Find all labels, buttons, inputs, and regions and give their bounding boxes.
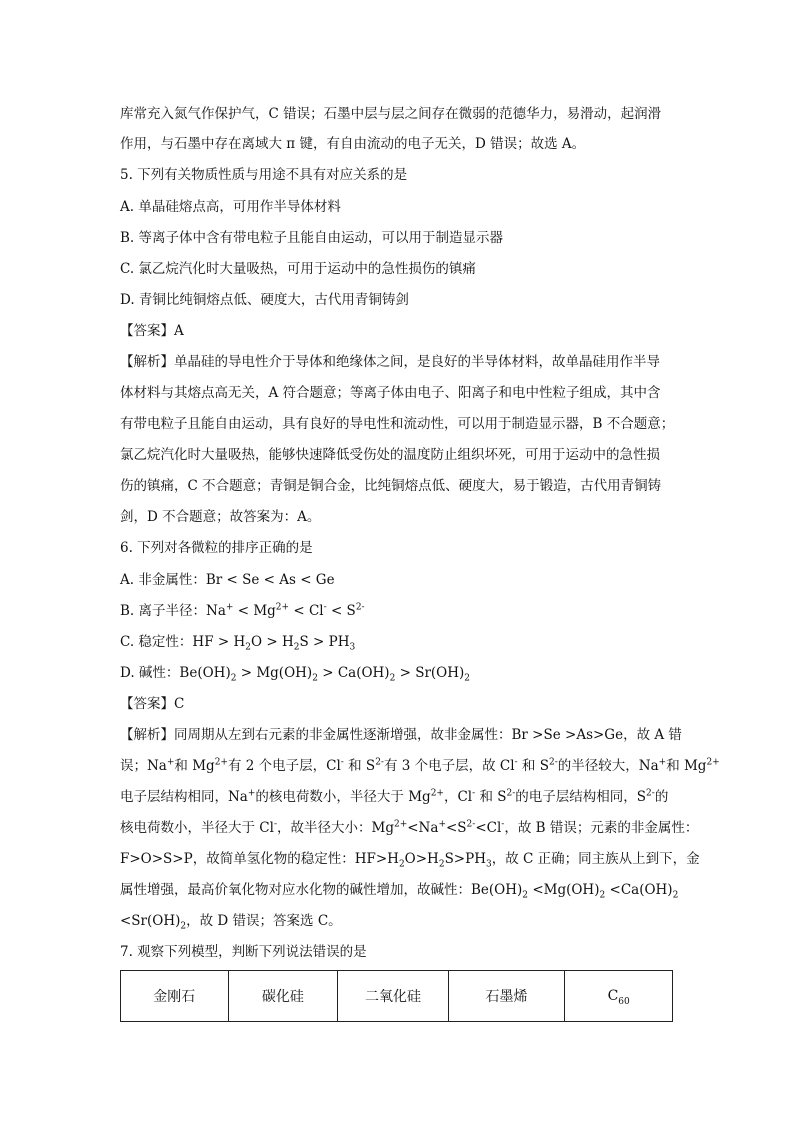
text-line: 【解析】单晶硅的导电性介于导体和绝缘体之间，是良好的半导体材料，故单晶硅用作半导	[120, 354, 660, 370]
text-line: B. 等离子体中含有带电粒子且能自由运动，可以用于制造显示器	[120, 230, 504, 246]
text-line: 属性增强，最高价氧化物对应水化物的碱性增加，故碱性：$Be(OH)_2 <Mg(OH)_2 <Ca(OH)_2$	[120, 882, 679, 901]
text-line: 【答案】A	[120, 323, 184, 339]
text-line: 有带电粒子且能自由运动，具有良好的导电性和流动性，可以用于制造显示器，B 不合题意；	[120, 416, 675, 432]
text-line: 体材料与其熔点高无关，A 符合题意；等离子体由电子、阳离子和电中性粒子组成，其中含	[120, 385, 661, 401]
text-line: 误；Na+和 $Mg^{2+}$有 2 个电子层，Cl- 和 $S^{2-}$有 3 个电子层，故 Cl- 和 $S^{2-}$的半径较大，Na+和 $Mg^{2+}$	[120, 757, 720, 774]
text-line: 核电荷数小，半径大于 Cl-，故半径大小：$Mg^{2+}<Na^+<S^{2-}<Cl^-$，故 B 错误；元素的非金属性：	[120, 819, 699, 836]
text-line: B. 离子半径：$Na^+ < Mg^{2+} < Cl^- < S^{2-}$	[120, 602, 365, 619]
text-line: F>O>S>P，故简单氢化物的稳定性：$HF>H_2O>H_2S>PH_3$，故 C 正确；同主族从上到下，金	[120, 851, 700, 870]
text-line: 剑，D 不合题意；故答案为：A。	[120, 509, 321, 525]
text-line: $<Sr(OH)_2$，故 D 错误；答案选 C。	[120, 913, 342, 932]
text-line: 5. 下列有关物质性质与用途不具有对应关系的是	[120, 167, 408, 183]
text-line: C. 氯乙烷汽化时大量吸热，可用于运动中的急性损伤的镇痛	[120, 261, 476, 277]
table-cell: 石墨烯	[448, 971, 565, 1022]
table-cell: 碳化硅	[228, 971, 338, 1022]
table-cell: $C_{60}$	[565, 971, 673, 1022]
text-line: 【解析】同周期从左到右元素的非金属性逐渐增强，故非金属性：Br >Se >As>Ge，故 A 错	[120, 727, 682, 743]
text-line: 【答案】C	[120, 696, 185, 712]
table-cell: 二氧化硅	[338, 971, 449, 1022]
table-row	[121, 971, 673, 1022]
text-line: 电子层结构相同，Na+的核电荷数小，半径大于 $Mg^{2+}$，Cl- 和 $S^{2-}$的电子层结构相同，$S^{2-}$的	[120, 788, 669, 805]
model-table	[120, 970, 673, 1022]
text-line: 作用，与石墨中存在离域大 π 键，有自由流动的电子无关，D 错误；故选 A。	[120, 136, 586, 152]
text-line: 6. 下列对各微粒的排序正确的是	[120, 540, 313, 556]
text-line: 氯乙烷汽化时大量吸热，能够快速降低受伤处的温度防止组织坏死，可用于运动中的急性损	[120, 447, 660, 463]
text-line: 7. 观察下列模型，判断下列说法错误的是	[120, 944, 367, 960]
text-line: C. 稳定性：HF > $H_2O > H_2S > PH_3$	[120, 634, 356, 653]
text-line: 库常充入氮气作保护气，C 错误；石墨中层与层之间存在微弱的范德华力，易滑动，起润滑	[120, 106, 662, 122]
text-line: D. 碱性：$Be(OH)_2 > Mg(OH)_2 > Ca(OH)_2 > Sr(OH)_2$	[120, 665, 471, 684]
text-line: A. 单晶硅熔点高，可用作半导体材料	[120, 199, 341, 215]
text-line: 伤的镇痛，C 不合题意；青铜是铜合金，比纯铜熔点低、硬度大，易于锻造，古代用青铜铸	[120, 478, 662, 494]
table-cell: 金刚石	[121, 971, 229, 1022]
text-line: A. 非金属性：Br < Se < As < Ge	[120, 572, 335, 588]
text-line: D. 青铜比纯铜熔点低、硬度大，古代用青铜铸剑	[120, 292, 409, 308]
